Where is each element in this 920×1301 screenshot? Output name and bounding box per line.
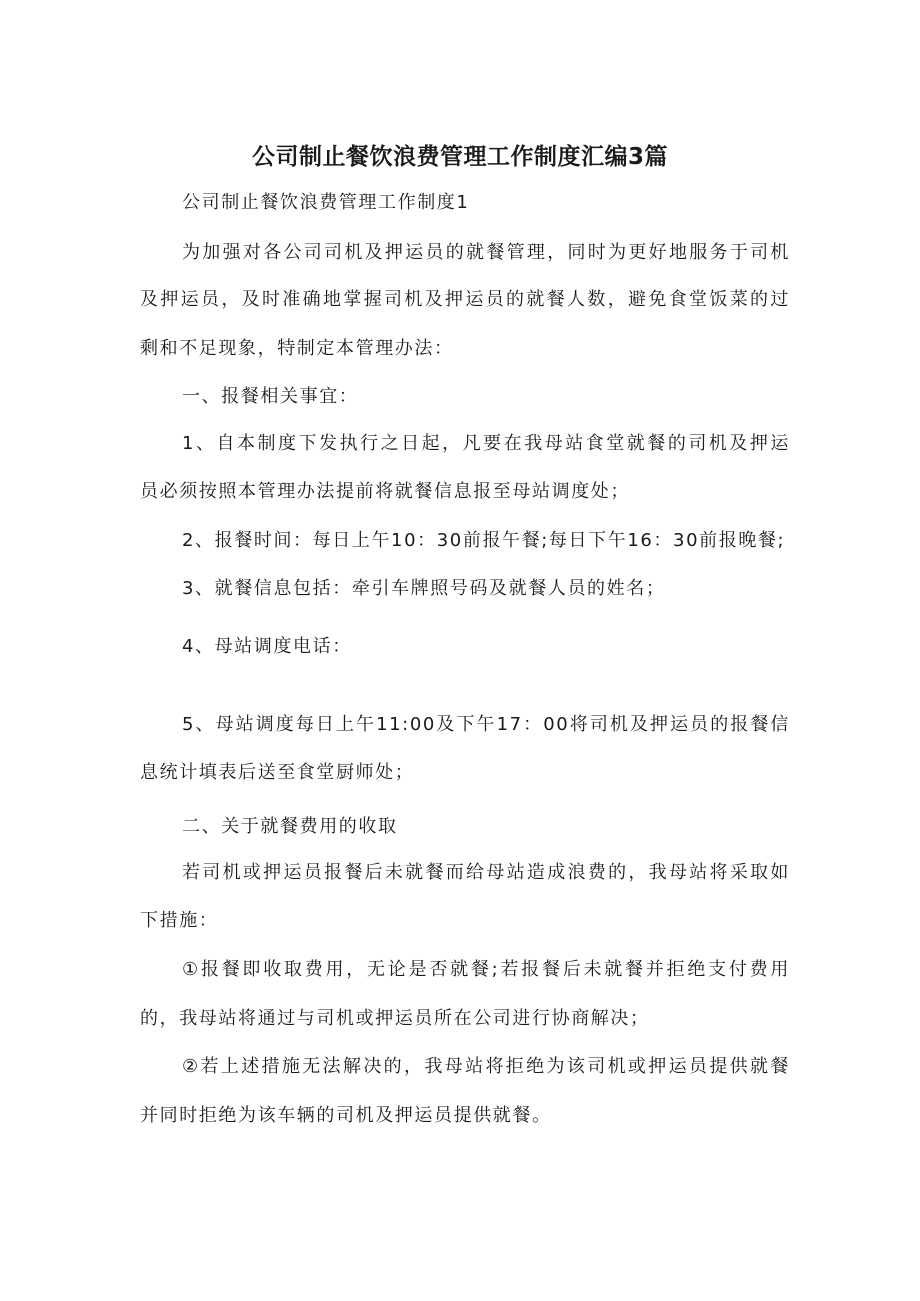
paragraph-line: ①报餐即收取费用，无论是否就餐;若报餐后未就餐并拒绝支付费用 xyxy=(182,959,790,980)
section-heading: 二、关于就餐费用的收取 xyxy=(182,816,398,837)
document-title: 公司制止餐饮浪费管理工作制度汇编3篇 xyxy=(251,144,668,170)
paragraph-line: 剩和不足现象，特制定本管理办法： xyxy=(140,338,454,359)
paragraph-line: 4、母站调度电话： xyxy=(182,636,352,657)
paragraph-line: 及押运员，及时准确地掌握司机及押运员的就餐人数，避免食堂饭菜的过 xyxy=(140,289,790,310)
paragraph-line: 员必须按照本管理办法提前将就餐信息报至母站调度处； xyxy=(140,481,630,502)
paragraph-line: 为加强对各公司司机及押运员的就餐管理，同时为更好地服务于司机 xyxy=(182,242,790,263)
paragraph-line: 2、报餐时间：每日上午10：30前报午餐;每日下午16：30前报晚餐; xyxy=(182,530,786,551)
paragraph-line: 5、母站调度每日上午11:00及下午17：00将司机及押运员的报餐信 xyxy=(182,714,790,735)
section-heading: 一、报餐相关事宜： xyxy=(182,386,359,407)
paragraph-line: 若司机或押运员报餐后未就餐而给母站造成浪费的，我母站将采取如 xyxy=(182,862,790,883)
paragraph-line: 的，我母站将通过与司机或押运员所在公司进行协商解决； xyxy=(140,1008,650,1029)
section-heading: 公司制止餐饮浪费管理工作制度1 xyxy=(182,192,470,213)
paragraph-line: 并同时拒绝为该车辆的司机及押运员提供就餐。 xyxy=(140,1105,552,1126)
paragraph-line: 3、就餐信息包括：牵引车牌照号码及就餐人员的姓名； xyxy=(182,578,666,599)
paragraph-line: 1、自本制度下发执行之日起，凡要在我母站食堂就餐的司机及押运 xyxy=(182,433,790,454)
paragraph-line: 息统计填表后送至食堂厨师处； xyxy=(140,762,415,783)
paragraph-line: 下措施： xyxy=(140,910,219,931)
paragraph-line: ②若上述措施无法解决的，我母站将拒绝为该司机或押运员提供就餐 xyxy=(182,1056,790,1077)
